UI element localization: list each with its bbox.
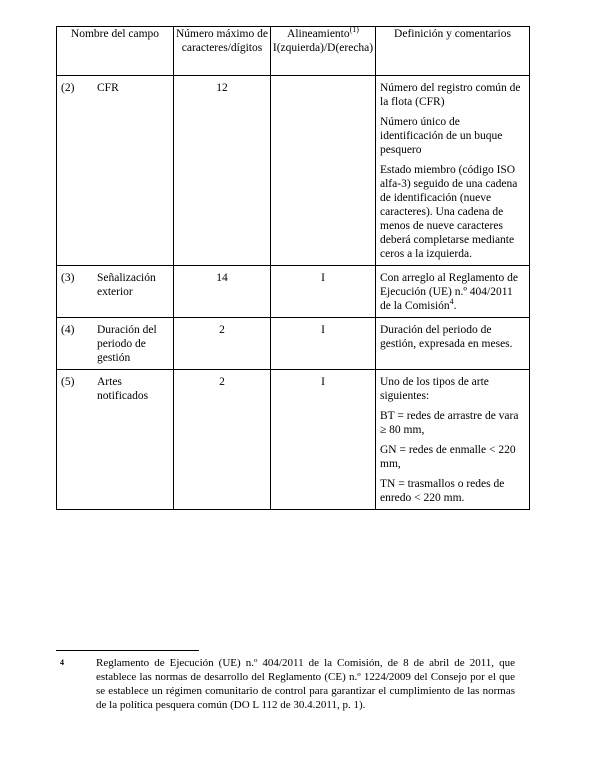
table-row (57, 76, 530, 266)
max-chars-cell: 2 (174, 318, 271, 370)
definition-cell (376, 318, 530, 370)
footnote-marker: 4 (60, 658, 64, 667)
header-alignment-note: (1) (349, 25, 359, 35)
header-max-chars: Número máximo de caracteres/dígitos (174, 27, 271, 76)
field-cell (57, 318, 174, 370)
definition-paragraph (380, 271, 523, 313)
field-cell (57, 370, 174, 510)
field-number: (2) (61, 82, 75, 94)
header-alignment-label: Alineamiento (287, 28, 350, 40)
definition-paragraph: Estado miembro (código ISO alfa-3) seguido de una cadena de identificación (nueve caracteres). Una cadena de menos de nueve caracteres deberá completarse mediante ceros a la izquierda. (380, 164, 518, 260)
table-row (57, 370, 530, 510)
definition-paragraph: Uno de los tipos de arte siguientes: (380, 376, 489, 402)
footnote-text: Reglamento de Ejecución (UE) n.º 404/2011 de la Comisión, de 8 de abril de 2011, que establece las normas de desarrollo del Reglamento (CE) n.º 1224/2009 del Consejo por el que se establece un régimen comunitario de control para garantizar el cumplimiento de las normas de la política pesquera común (DO L 112 de 30.4.2011, p. 1). (96, 657, 515, 711)
definition-cell (376, 266, 530, 318)
table-row (57, 318, 530, 370)
max-chars-cell: 14 (174, 266, 271, 318)
definition-paragraph: BT = redes de arrastre de vara ≥ 80 mm, (380, 410, 519, 436)
alignment-cell: I (271, 318, 376, 370)
field-name: Artes notificados (97, 376, 149, 402)
header-field-name: Nombre del campo (57, 27, 174, 76)
definition-paragraph: Número único de identificación de un buque pesquero (380, 116, 503, 156)
definition-paragraph: Número del registro común de la flota (CFR) (380, 82, 521, 108)
table-row (57, 266, 530, 318)
definition-paragraph: GN = redes de enmalle < 220 mm, (380, 444, 516, 470)
specification-table (56, 26, 530, 510)
alignment-cell: I (271, 370, 376, 510)
field-number: (3) (61, 272, 75, 284)
footnote-divider (56, 650, 199, 651)
definition-end: . (453, 300, 457, 312)
field-cell (57, 76, 174, 266)
field-name: Duración del periodo de gestión (97, 324, 157, 364)
header-definition: Definición y comentarios (376, 27, 530, 76)
alignment-cell (271, 76, 376, 266)
field-number: (5) (61, 376, 75, 388)
field-name: Señalización exterior (97, 272, 156, 298)
max-chars-cell: 2 (174, 370, 271, 510)
header-alignment-sub: I(zquierda)/D(erecha) (272, 42, 374, 54)
header-alignment (271, 27, 376, 76)
field-name: CFR (97, 82, 119, 94)
definition-paragraph: Duración del periodo de gestión, expresada en meses. (380, 324, 513, 350)
alignment-cell: I (271, 266, 376, 318)
definition-text: Con arreglo al Reglamento de Ejecución (UE) n.º 404/2011 de la Comisión (380, 272, 518, 312)
definition-paragraph: TN = trasmallos o redes de enredo < 220 mm. (380, 478, 505, 504)
definition-cell (376, 76, 530, 266)
field-number: (4) (61, 324, 75, 336)
definition-cell (376, 370, 530, 510)
footnote-reference[interactable]: 4 (449, 297, 454, 307)
field-cell (57, 266, 174, 318)
footnote (60, 656, 515, 712)
header-row (57, 27, 530, 76)
max-chars-cell: 12 (174, 76, 271, 266)
